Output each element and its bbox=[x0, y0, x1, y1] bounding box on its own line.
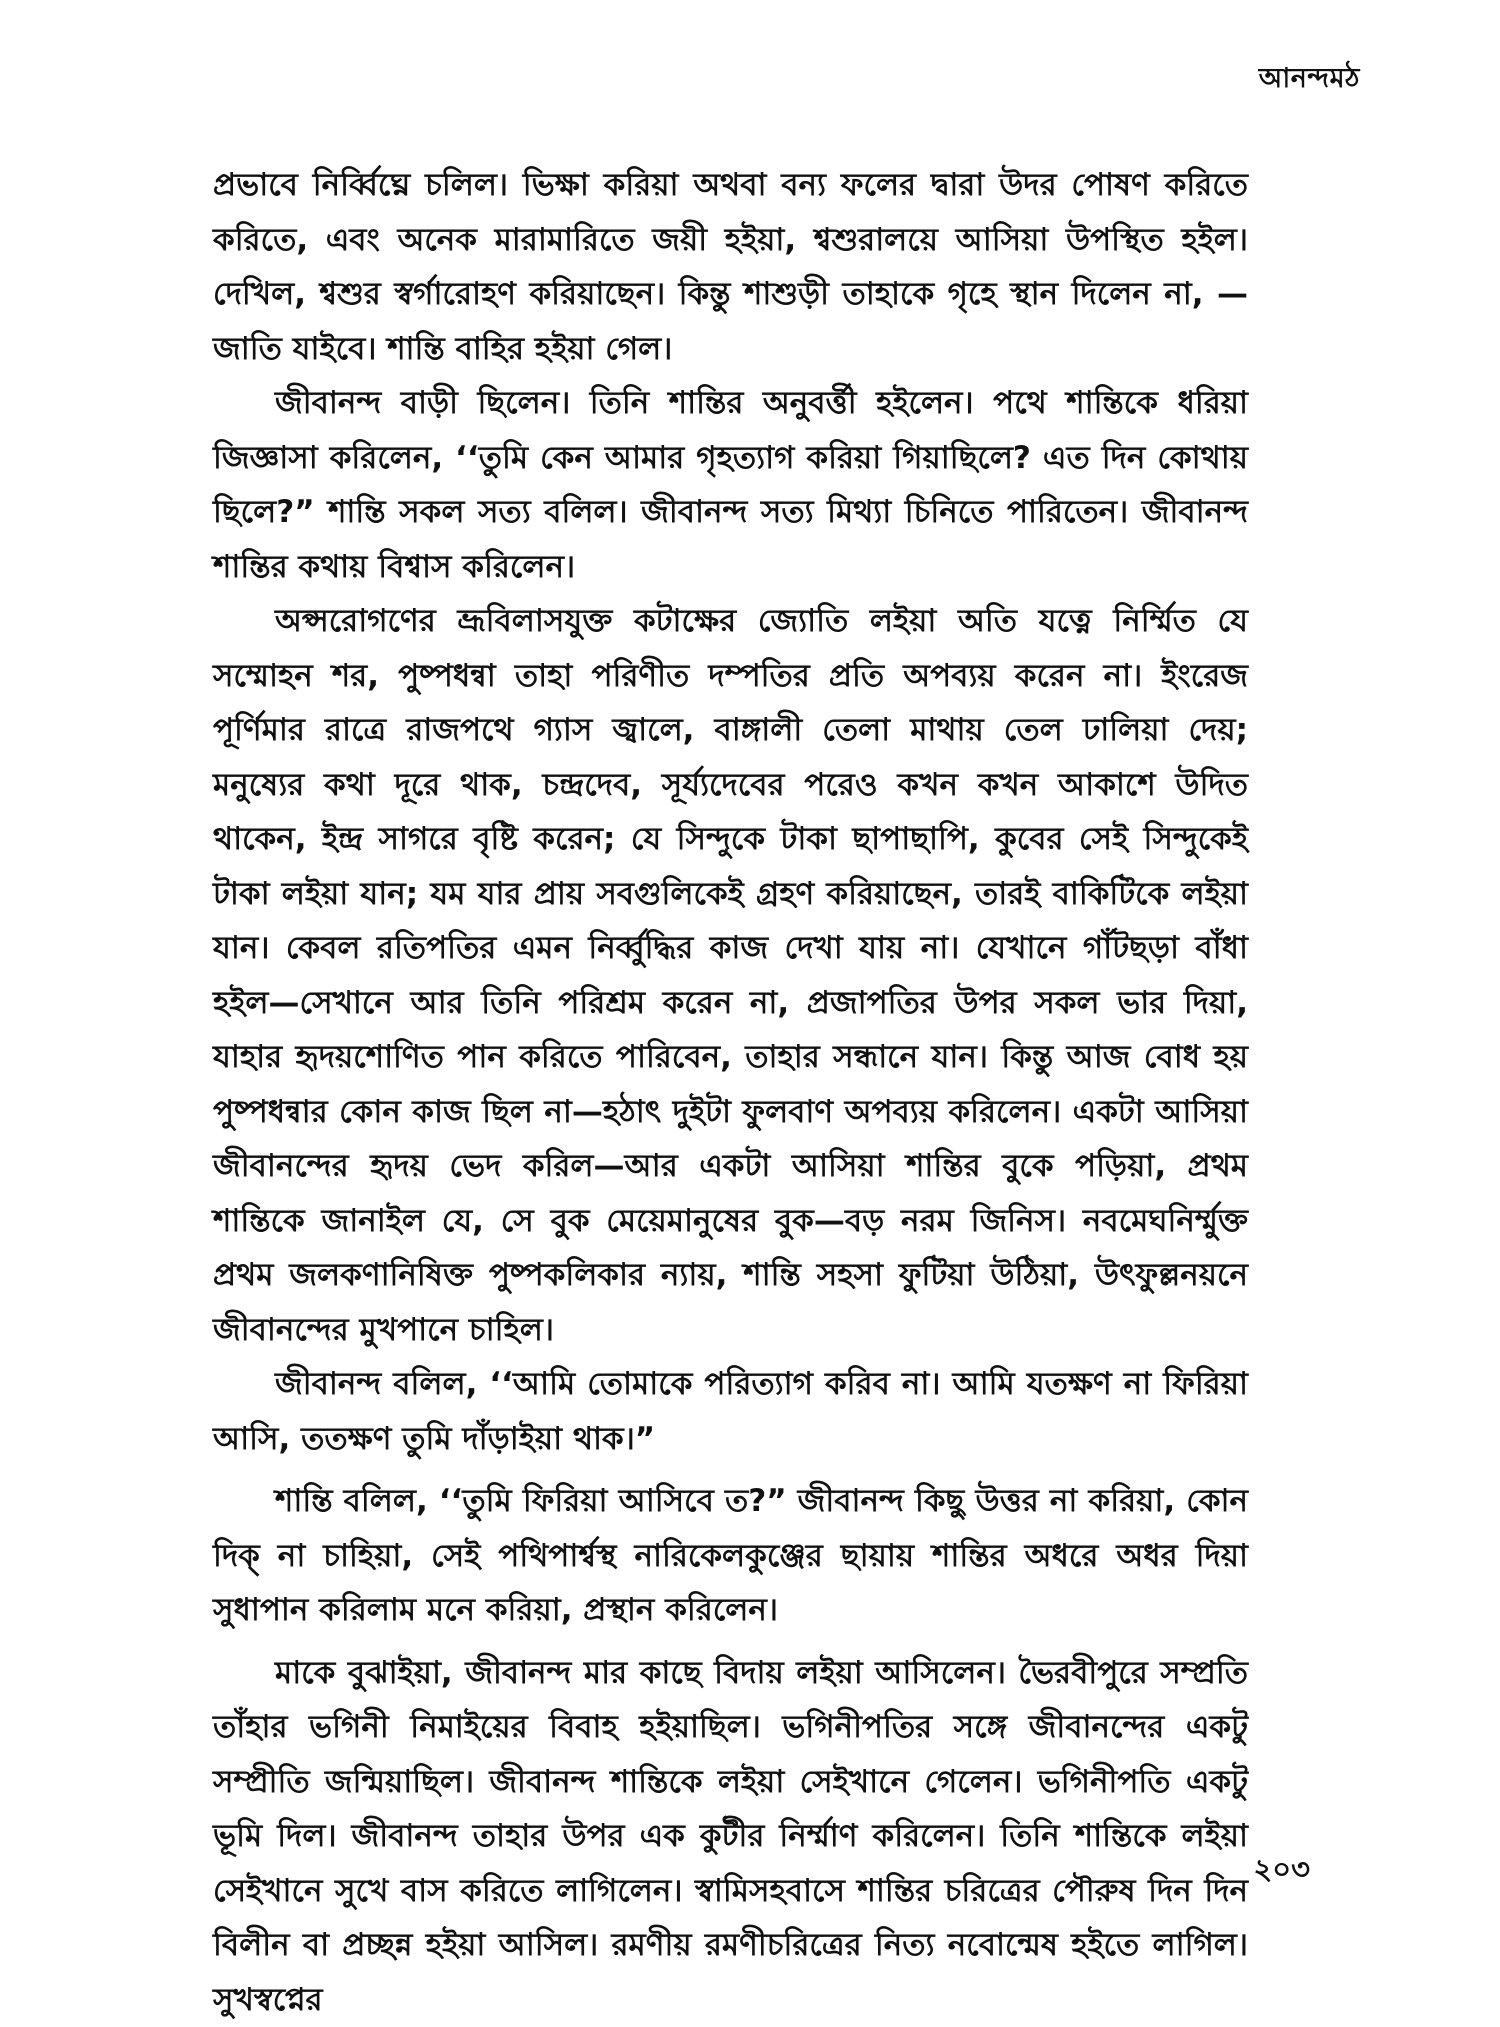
paragraph-6: মাকে বুঝাইয়া, জীবানন্দ মার কাছে বিদায় লইয়া আসিলেন। ভৈরবীপুরে সম্প্রতি তাঁহার ভগিনী নিমাইয়ের বিবাহ হইয়াছিল। ভগিনীপতির সঙ্গে জীবানন্দের একটু সম্প্রীতি জন্মিয়াছিল। জীবানন্দ শান্তিকে লইয়া সেইখানে গেলেন। ভগিনীপতি একটু ভূমি দিল। জীবানন্দ তাহার উপর এক কুটীর নির্ম্মাণ করিলেন। তিনি শান্তিকে লইয়া সেইখানে সুখে বাস করিতে লাগিলেন। স্বামিসহবাসে শান্তির চরিত্রের পৌরুষ দিন দিন বিলীন বা প্রচ্ছন্ন হইয়া আসিল। রমণীয় রমণীচরিত্রের নিত্য নবোন্মেষ হইতে লাগিল। সুখস্বপ্নের bbox=[213, 1646, 1248, 2027]
running-header-title: আনন্দমঠ bbox=[1259, 58, 1360, 103]
paragraph-3: অপ্সরোগণের ভ্রূবিলাসযুক্ত কটাক্ষের জ্যোতি লইয়া অতি যত্নে নির্ম্মিত যে সম্মোহন শর, পুষ্পধন্বা তাহা পরিণীত দম্পতির প্রতি অপব্যয় করেন না। ইংরেজ পূর্ণিমার রাত্রে রাজপথে গ্যাস জ্বালে, বাঙ্গালী তেলা মাথায় তেল ঢালিয়া দেয়; মনুষ্যের কথা দূরে থাক, চন্দ্রদেব, সূর্য্যদেবের পরেও কখন কখন আকাশে উদিত থাকেন, ইন্দ্র সাগরে বৃষ্টি করেন; যে সিন্দুকে টাকা ছাপাছাপি, কুবের সেই সিন্দুকেই টাকা লইয়া যান; যম যার প্রায় সবগুলিকেই গ্রহণ করিয়াছেন, তারই বাকিটিকে লইয়া যান। কেবল রতিপতির এমন নির্ব্বুদ্ধির কাজ দেখা যায় না। যেখানে গাঁটছড়া বাঁধা হইল—সেখানে আর তিনি পরিশ্রম করেন না, প্রজাপতির উপর সকল ভার দিয়া, যাহার হৃদয়শোণিত পান করিতে পারিবেন, তাহার সন্ধানে যান। কিন্তু আজ বোধ হয় পুষ্পধন্বার কোন কাজ ছিল না—হঠাৎ দুইটা ফুলবাণ অপব্যয় করিলেন। একটা আসিয়া জীবানন্দের হৃদয় ভেদ করিল—আর একটা আসিয়া শান্তির বুকে পড়িয়া, প্রথম শান্তিকে জানাইল যে, সে বুক মেয়েমানুষের বুক—বড় নরম জিনিস। নবমেঘনির্ম্মুক্ত প্রথম জলকণানিষিক্ত পুষ্পকলিকার ন্যায়, শান্তি সহসা ফুটিয়া উঠিয়া, উৎফুল্লনয়নে জীবানন্দের মুখপানে চাহিল। bbox=[213, 594, 1248, 1357]
paragraph-4: জীবানন্দ বলিল, ‘‘আমি তোমাকে পরিত্যাগ করিব না। আমি যতক্ষণ না ফিরিয়া আসি, ততক্ষণ তুমি দাঁড়াইয়া থাক।” bbox=[213, 1357, 1248, 1466]
paragraph-2: জীবানন্দ বাড়ী ছিলেন। তিনি শান্তির অনুবর্ত্তী হইলেন। পথে শান্তিকে ধরিয়া জিজ্ঞাসা করিলেন, ‘‘তুমি কেন আমার গৃহত্যাগ করিয়া গিয়াছিলে? এত দিন কোথায় ছিলে?” শান্তি সকল সত্য বলিল। জীবানন্দ সত্য মিথ্যা চিনিতে পারিতেন। জীবানন্দ শান্তির কথায় বিশ্বাস করিলেন। bbox=[213, 376, 1248, 594]
page-number: ২০৩ bbox=[1253, 1847, 1310, 1896]
paragraph-5: শান্তি বলিল, ‘‘তুমি ফিরিয়া আসিবে ত?” জীবানন্দ কিছু উত্তর না করিয়া, কোন দিক্ না চাহিয়া, সেই পথিপার্শ্বস্থ নারিকেলকুঞ্জের ছায়ায় শান্তির অধরে অধর দিয়া সুধাপান করিলাম মনে করিয়া, প্রস্থান করিলেন। bbox=[213, 1474, 1248, 1638]
body-text bbox=[213, 158, 1248, 2027]
paragraph-1: প্রভাবে নির্ব্বিঘ্নে চলিল। ভিক্ষা করিয়া অথবা বন্য ফলের দ্বারা উদর পোষণ করিতে করিতে, এবং অনেক মারামারিতে জয়ী হইয়া, শ্বশুরালয়ে আসিয়া উপস্থিত হইল। দেখিল, শ্বশুর স্বর্গারোহণ করিয়াছেন। কিন্তু শাশুড়ী তাহাকে গৃহে স্থান দিলেন না, —জাতি যাইবে। শান্তি বাহির হইয়া গেল। bbox=[213, 158, 1248, 376]
